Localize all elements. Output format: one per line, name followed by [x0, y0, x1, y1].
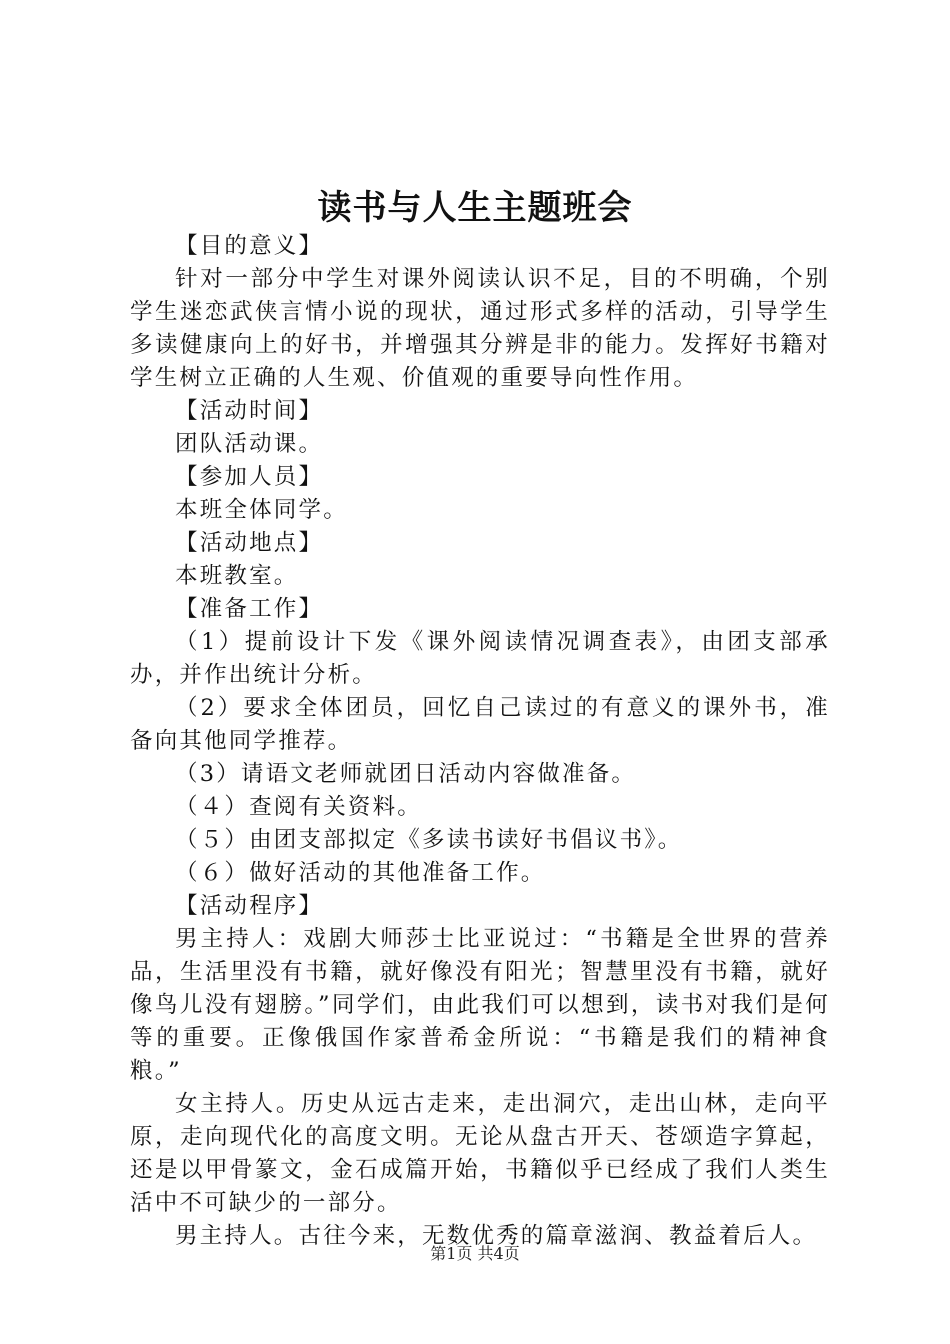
section-heading-time: 【活动时间】	[175, 398, 324, 424]
page-footer: 第1页 共4页	[430, 1244, 520, 1263]
document-body	[130, 230, 830, 1253]
section-heading-participants: 【参加人员】	[175, 464, 324, 490]
preparation-item: （６）做好活动的其他准备工作。	[175, 860, 546, 886]
paragraph-time: 团队活动课。	[175, 431, 324, 457]
preparation-item: （2）要求全体团员，回忆自己读过的有意义的课外书，准备向其他同学推荐。	[130, 695, 830, 754]
section-heading-preparation: 【准备工作】	[175, 596, 324, 622]
preparation-item: （1）提前设计下发《课外阅读情况调查表》，由团支部承办，并作出统计分析。	[130, 629, 830, 688]
paragraph-participants: 本班全体同学。	[175, 497, 348, 523]
document-title: 读书与人生主题班会	[317, 188, 633, 228]
preparation-item: （５）由团支部拟定《多读书读好书倡议书》。	[175, 827, 683, 853]
section-heading-location: 【活动地点】	[175, 530, 324, 556]
section-heading-purpose: 【目的意义】	[175, 233, 324, 259]
paragraph-female-host: 女主持人。历史从远古走来，走出洞穴，走出山林，走向平原，走向现代化的高度文明。无论从盘古开天、苍颂造字算起，还是以甲骨篆文，金石成篇开始，书籍似乎已经成了我们人类生活中不可缺少的一部分。	[130, 1091, 830, 1216]
paragraph-male-host-1: 男主持人：戏剧大师莎士比亚说过：“书籍是全世界的营养品，生活里没有书籍，就好像没有阳光；智慧里没有书籍，就好像鸟儿没有翅膀。”同学们，由此我们可以想到，读书对我们是何等的重要。正像俄国作家普希金所说：“书籍是我们的精神食粮。”	[130, 926, 830, 1084]
paragraph-location: 本班教室。	[175, 563, 299, 589]
paragraph-purpose: 针对一部分中学生对课外阅读认识不足，目的不明确，个别学生迷恋武侠言情小说的现状，通过形式多样的活动，引导学生多读健康向上的好书，并增强其分辨是非的能力。发挥好书籍对学生树立正确的人生观、价值观的重要导向性作用。	[130, 266, 830, 391]
preparation-item: （４）查阅有关资料。	[175, 794, 423, 820]
paragraph-male-host-2: 男主持人。古往今来，无数优秀的篇章滋润、教益着后人。	[175, 1223, 818, 1249]
preparation-item: （3）请语文老师就团日活动内容做准备。	[175, 761, 637, 787]
section-heading-procedure: 【活动程序】	[175, 893, 324, 919]
